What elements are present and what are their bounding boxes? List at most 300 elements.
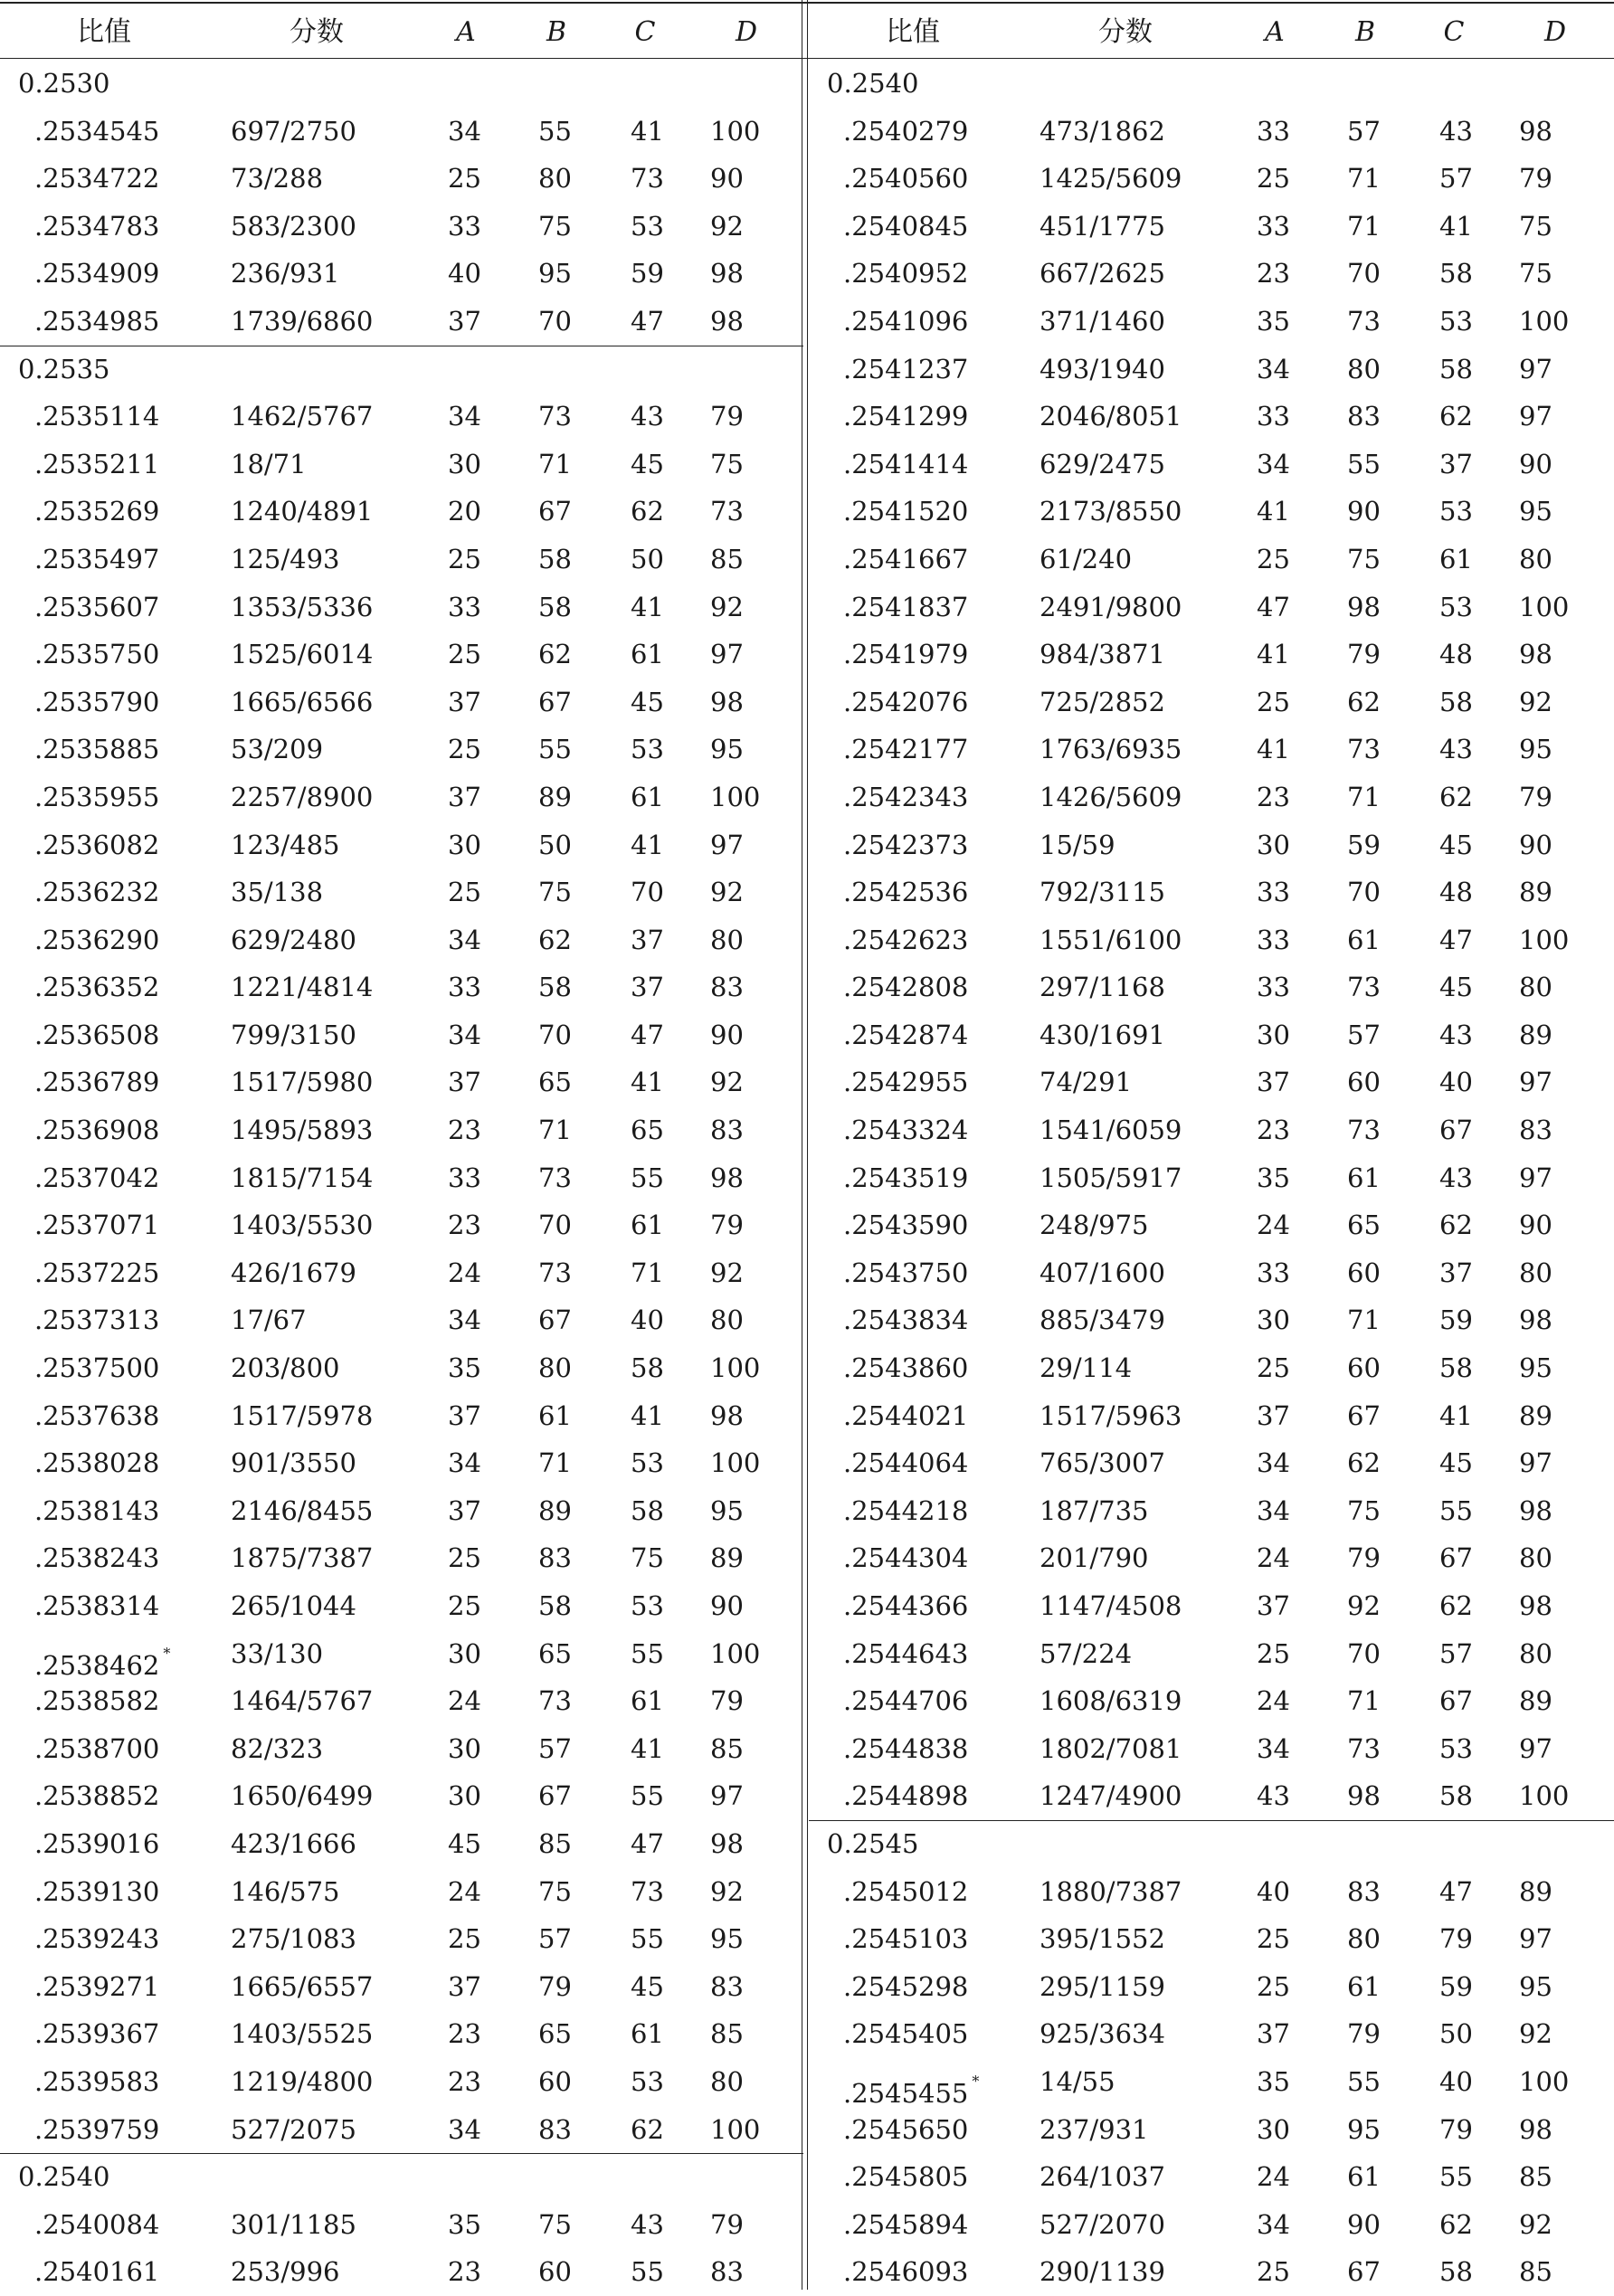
table-row xyxy=(0,536,803,583)
d-cell: 90 xyxy=(710,1019,744,1050)
table-row xyxy=(0,250,803,298)
group-label: 0.2540 xyxy=(827,68,919,99)
a-cell: 37 xyxy=(1257,1399,1290,1431)
fraction-cell: 35/138 xyxy=(231,877,324,908)
group-row xyxy=(0,2153,803,2201)
ratio-cell xyxy=(34,583,159,631)
a-cell: 25 xyxy=(1257,1923,1290,1955)
c-cell: 70 xyxy=(631,877,664,908)
fraction-cell: 1353/5336 xyxy=(231,591,374,622)
a-cell: 30 xyxy=(448,1637,481,1669)
a-cell: 33 xyxy=(1257,210,1290,242)
ratio-value: .2544898 xyxy=(843,1780,969,1812)
fraction-cell: 275/1083 xyxy=(231,1923,356,1955)
b-cell: 60 xyxy=(1347,1067,1381,1098)
ratio-cell xyxy=(34,1344,159,1392)
table-row xyxy=(0,1154,803,1202)
b-cell: 60 xyxy=(538,2065,572,2097)
c-cell: 50 xyxy=(631,543,664,574)
d-cell: 80 xyxy=(1519,1637,1552,1669)
a-cell: 37 xyxy=(448,305,481,337)
a-cell: 25 xyxy=(448,877,481,908)
ratio-value: .2535211 xyxy=(34,448,160,479)
c-cell: 53 xyxy=(1439,305,1473,337)
table-row xyxy=(809,108,1614,156)
c-cell: 53 xyxy=(631,210,664,242)
d-cell: 100 xyxy=(710,2113,761,2145)
ratio-cell xyxy=(843,298,968,346)
ratio-value: .2538243 xyxy=(34,1542,160,1574)
c-cell: 37 xyxy=(631,924,664,955)
b-cell: 55 xyxy=(1347,448,1381,479)
b-cell: 98 xyxy=(1347,1780,1381,1812)
d-cell: 85 xyxy=(1519,2256,1552,2288)
d-cell: 100 xyxy=(1519,924,1570,955)
table-row xyxy=(0,916,803,964)
c-cell: 58 xyxy=(1439,686,1473,717)
d-cell: 97 xyxy=(1519,353,1552,384)
b-cell: 58 xyxy=(538,1590,572,1621)
ratio-value: .2539367 xyxy=(34,2018,160,2050)
a-cell: 25 xyxy=(1257,1352,1290,1384)
a-cell: 35 xyxy=(448,1352,481,1384)
fraction-cell: 203/800 xyxy=(231,1352,340,1384)
d-cell: 85 xyxy=(710,543,744,574)
ratio-cell xyxy=(843,583,968,631)
c-cell: 55 xyxy=(631,1637,664,1669)
ratio-value: .2543324 xyxy=(843,1115,969,1146)
d-cell: 92 xyxy=(1519,2018,1552,2050)
ratio-value: .2534909 xyxy=(34,258,160,289)
b-cell: 70 xyxy=(538,1210,572,1241)
group-label: 0.2530 xyxy=(18,68,110,99)
table-row xyxy=(809,1296,1614,1344)
fraction-cell: 473/1862 xyxy=(1040,115,1165,147)
ratio-cell xyxy=(843,963,968,1011)
ratio-cell xyxy=(843,1011,968,1059)
ratio-cell xyxy=(843,916,968,964)
table-row xyxy=(809,1630,1614,1678)
ratio-cell xyxy=(34,393,159,441)
b-cell: 71 xyxy=(1347,1305,1381,1336)
c-cell: 50 xyxy=(1439,2018,1473,2050)
ratio-cell xyxy=(34,726,159,773)
ratio-cell xyxy=(843,1677,968,1725)
a-cell: 30 xyxy=(1257,1305,1290,1336)
b-cell: 70 xyxy=(1347,258,1381,289)
fraction-cell: 61/240 xyxy=(1040,543,1133,574)
d-cell: 79 xyxy=(1519,163,1552,194)
fraction-cell: 237/931 xyxy=(1040,2113,1149,2145)
ratio-value: .2536352 xyxy=(34,972,160,1003)
fraction-cell: 885/3479 xyxy=(1040,1305,1165,1336)
a-cell: 35 xyxy=(1257,305,1290,337)
c-cell: 58 xyxy=(1439,2256,1473,2288)
ratio-value: .2541237 xyxy=(843,353,969,384)
ratio-value: .2544366 xyxy=(843,1590,969,1621)
ratio-value: .2539243 xyxy=(34,1923,160,1955)
d-cell: 98 xyxy=(710,1162,744,1193)
b-cell: 83 xyxy=(1347,401,1381,432)
d-cell: 100 xyxy=(1519,591,1570,622)
c-cell: 55 xyxy=(1439,1494,1473,1526)
b-cell: 67 xyxy=(538,1305,572,1336)
ratio-value: .2544021 xyxy=(843,1399,969,1431)
fraction-cell: 1525/6014 xyxy=(231,639,374,670)
left-table-column xyxy=(0,0,803,2290)
d-cell: 85 xyxy=(710,1732,744,1764)
ratio-cell xyxy=(843,1154,968,1202)
d-cell: 83 xyxy=(710,2256,744,2288)
table-row xyxy=(809,678,1614,726)
fraction-cell: 33/130 xyxy=(231,1637,324,1669)
d-cell: 97 xyxy=(710,639,744,670)
c-cell: 62 xyxy=(1439,1210,1473,1241)
a-cell: 25 xyxy=(1257,543,1290,574)
fraction-cell: 1763/6935 xyxy=(1040,734,1182,765)
d-cell: 98 xyxy=(1519,1590,1552,1621)
d-cell: 92 xyxy=(710,591,744,622)
a-cell: 37 xyxy=(448,1494,481,1526)
a-cell: 33 xyxy=(448,591,481,622)
ratio-cell xyxy=(843,488,968,536)
ratio-value: .2537042 xyxy=(34,1162,160,1193)
d-cell: 89 xyxy=(1519,1399,1552,1431)
fraction-cell: 407/1600 xyxy=(1040,1257,1165,1288)
b-cell: 65 xyxy=(538,2018,572,2050)
fraction-cell: 301/1185 xyxy=(231,2208,356,2240)
c-cell: 67 xyxy=(1439,1542,1473,1574)
fraction-cell: 629/2475 xyxy=(1040,448,1165,479)
fraction-cell: 1240/4891 xyxy=(231,496,374,527)
ratio-value: .2543590 xyxy=(843,1210,969,1241)
fraction-cell: 264/1037 xyxy=(1040,2161,1165,2193)
d-cell: 95 xyxy=(1519,1352,1552,1384)
table-row xyxy=(0,108,803,156)
table-row xyxy=(809,441,1614,489)
table-row xyxy=(0,868,803,916)
ratio-value: .2545103 xyxy=(843,1923,969,1955)
d-cell: 97 xyxy=(1519,1162,1552,1193)
ratio-value: .2542874 xyxy=(843,1019,969,1050)
a-cell: 37 xyxy=(448,1970,481,2002)
d-cell: 95 xyxy=(710,1494,744,1526)
fraction-cell: 123/485 xyxy=(231,829,340,860)
ratio-value: .2535269 xyxy=(34,496,160,527)
ratio-value: .2536082 xyxy=(34,829,160,860)
c-cell: 67 xyxy=(1439,1685,1473,1717)
ratio-cell xyxy=(34,1963,159,2011)
ratio-value: .2539016 xyxy=(34,1827,160,1859)
c-cell: 58 xyxy=(1439,258,1473,289)
d-cell: 98 xyxy=(710,305,744,337)
c-cell: 62 xyxy=(1439,781,1473,812)
fraction-cell: 1802/7081 xyxy=(1040,1732,1182,1764)
ratio-cell xyxy=(843,1915,968,1963)
fraction-cell: 290/1139 xyxy=(1040,2256,1165,2288)
b-cell: 62 xyxy=(538,639,572,670)
d-cell: 100 xyxy=(710,1637,761,1669)
table-row xyxy=(0,1820,803,1868)
fraction-cell: 1608/6319 xyxy=(1040,1685,1182,1717)
table-row xyxy=(0,2248,803,2296)
fraction-cell: 146/575 xyxy=(231,1875,340,1907)
a-cell: 23 xyxy=(1257,258,1290,289)
ratio-cell xyxy=(34,2058,159,2106)
ratio-value: .2545805 xyxy=(843,2161,969,2193)
c-cell: 58 xyxy=(1439,353,1473,384)
c-cell: 61 xyxy=(631,2018,664,2050)
fraction-cell: 1403/5525 xyxy=(231,2018,374,2050)
d-cell: 73 xyxy=(710,496,744,527)
ratio-cell xyxy=(34,916,159,964)
d-cell: 92 xyxy=(710,210,744,242)
table-row xyxy=(809,1058,1614,1106)
ratio-value: .2536290 xyxy=(34,924,160,955)
b-cell: 65 xyxy=(1347,1210,1381,1241)
ratio-value: .2544706 xyxy=(843,1685,969,1717)
c-cell: 47 xyxy=(1439,924,1473,955)
table-row xyxy=(0,1011,803,1059)
b-cell: 73 xyxy=(1347,305,1381,337)
a-cell: 34 xyxy=(448,401,481,432)
a-cell: 23 xyxy=(448,1210,481,1241)
ratio-cell xyxy=(843,155,968,203)
fraction-cell: 2046/8051 xyxy=(1040,401,1182,432)
table-row xyxy=(0,1439,803,1487)
ratio-cell xyxy=(34,1772,159,1820)
b-cell: 57 xyxy=(1347,1019,1381,1050)
d-cell: 92 xyxy=(710,877,744,908)
table-row xyxy=(0,583,803,631)
c-cell: 43 xyxy=(631,2208,664,2240)
ratio-cell xyxy=(843,1868,968,1916)
a-cell: 41 xyxy=(1257,496,1290,527)
ratio-value: .2545298 xyxy=(843,1970,969,2002)
a-cell: 34 xyxy=(1257,353,1290,384)
ratio-cell xyxy=(34,1915,159,1963)
b-cell: 85 xyxy=(538,1827,572,1859)
ratio-cell xyxy=(34,298,159,346)
c-cell: 71 xyxy=(631,1257,664,1288)
a-cell: 25 xyxy=(1257,2256,1290,2288)
c-cell: 55 xyxy=(631,1923,664,1955)
group-row xyxy=(809,60,1614,108)
table-row xyxy=(0,821,803,869)
c-cell: 45 xyxy=(1439,972,1473,1003)
a-cell: 23 xyxy=(448,2018,481,2050)
ratio-value: .2534783 xyxy=(34,210,160,242)
fraction-cell: 430/1691 xyxy=(1040,1019,1165,1050)
c-cell: 43 xyxy=(631,401,664,432)
d-cell: 80 xyxy=(1519,1542,1552,1574)
d-cell: 97 xyxy=(710,1780,744,1812)
fraction-cell: 423/1666 xyxy=(231,1827,356,1859)
ratio-cell xyxy=(34,1820,159,1868)
a-cell: 35 xyxy=(448,2208,481,2240)
fraction-cell: 984/3871 xyxy=(1040,639,1165,670)
c-cell: 61 xyxy=(631,639,664,670)
ratio-cell xyxy=(843,2201,968,2249)
table-row xyxy=(0,2058,803,2106)
b-cell: 60 xyxy=(1347,1352,1381,1384)
b-cell: 79 xyxy=(538,1970,572,2002)
table-row xyxy=(0,2201,803,2249)
table-row xyxy=(0,1249,803,1297)
b-cell: 67 xyxy=(1347,2256,1381,2288)
ratio-value: .2535497 xyxy=(34,543,160,574)
c-cell: 41 xyxy=(631,591,664,622)
ratio-cell xyxy=(34,108,159,156)
table-row xyxy=(809,1154,1614,1202)
a-cell: 25 xyxy=(448,543,481,574)
a-cell: 24 xyxy=(448,1685,481,1717)
fraction-cell: 295/1159 xyxy=(1040,1970,1165,2002)
c-cell: 45 xyxy=(631,686,664,717)
a-cell: 34 xyxy=(448,2113,481,2145)
table-row xyxy=(809,1868,1614,1916)
d-cell: 95 xyxy=(1519,734,1552,765)
ratio-value: .2543834 xyxy=(843,1305,969,1336)
ratio-value: .2545650 xyxy=(843,2113,969,2145)
table-row xyxy=(809,1963,1614,2011)
table-row xyxy=(809,2058,1614,2109)
fraction-cell: 725/2852 xyxy=(1040,686,1165,717)
b-cell: 67 xyxy=(538,496,572,527)
c-cell: 41 xyxy=(631,1732,664,1764)
ratio-cell xyxy=(843,393,968,441)
ratio-value: .2543860 xyxy=(843,1352,969,1384)
fraction-cell: 1517/5963 xyxy=(1040,1399,1182,1431)
c-cell: 37 xyxy=(1439,448,1473,479)
table-row xyxy=(0,1677,803,1725)
group-row xyxy=(809,1820,1614,1868)
ratio-cell xyxy=(34,678,159,726)
c-cell: 48 xyxy=(1439,639,1473,670)
a-cell: 34 xyxy=(448,115,481,147)
a-cell: 25 xyxy=(1257,686,1290,717)
header-b: B xyxy=(546,16,567,48)
a-cell: 34 xyxy=(448,1305,481,1336)
b-cell: 61 xyxy=(1347,1970,1381,2002)
table-row xyxy=(809,1725,1614,1773)
table-row xyxy=(809,1487,1614,1535)
ratio-cell xyxy=(34,963,159,1011)
d-cell: 98 xyxy=(1519,115,1552,147)
fraction-cell: 82/323 xyxy=(231,1732,324,1764)
c-cell: 65 xyxy=(631,1115,664,1146)
ratio-cell xyxy=(843,1344,968,1392)
a-cell: 35 xyxy=(1257,2065,1290,2097)
table-row xyxy=(809,1772,1614,1820)
table-row xyxy=(809,821,1614,869)
d-cell: 98 xyxy=(1519,1305,1552,1336)
c-cell: 53 xyxy=(631,734,664,765)
header-d: D xyxy=(735,16,758,48)
d-cell: 83 xyxy=(710,1970,744,2002)
a-cell: 33 xyxy=(1257,924,1290,955)
d-cell: 79 xyxy=(710,2208,744,2240)
ratio-value: .2538462 xyxy=(34,1649,160,1681)
ratio-value: .2542373 xyxy=(843,829,969,860)
fraction-cell: 201/790 xyxy=(1040,1542,1149,1574)
ratio-cell xyxy=(843,1201,968,1249)
b-cell: 75 xyxy=(538,2208,572,2240)
b-cell: 83 xyxy=(538,2113,572,2145)
ratio-cell xyxy=(843,726,968,773)
a-cell: 34 xyxy=(1257,448,1290,479)
b-cell: 92 xyxy=(1347,1590,1381,1621)
b-cell: 71 xyxy=(538,1447,572,1479)
ratio-cell xyxy=(34,1725,159,1773)
fraction-cell: 125/493 xyxy=(231,543,340,574)
ratio-value: .2542536 xyxy=(843,877,969,908)
fraction-cell: 583/2300 xyxy=(231,210,356,242)
ratio-value: .2534722 xyxy=(34,163,160,194)
table-row xyxy=(809,1344,1614,1392)
ratio-value: .2535114 xyxy=(34,401,160,432)
b-cell: 71 xyxy=(1347,210,1381,242)
right-rows xyxy=(809,60,1614,2296)
ratio-cell xyxy=(843,1439,968,1487)
table-row xyxy=(809,726,1614,773)
d-cell: 90 xyxy=(1519,448,1552,479)
ratio-value: .2535750 xyxy=(34,639,160,670)
ratio-cell xyxy=(843,250,968,298)
ratio-value: .2537313 xyxy=(34,1305,160,1336)
ratio-value: .2540279 xyxy=(843,115,969,147)
ratio-value: .2546093 xyxy=(843,2256,969,2288)
a-cell: 30 xyxy=(448,448,481,479)
c-cell: 59 xyxy=(1439,1970,1473,2002)
fraction-cell: 901/3550 xyxy=(231,1447,356,1479)
ratio-value: .2545405 xyxy=(843,2018,969,2050)
ratio-cell xyxy=(34,773,159,821)
ratio-cell xyxy=(34,1677,159,1725)
table-row xyxy=(0,2010,803,2058)
b-cell: 61 xyxy=(1347,2161,1381,2193)
b-cell: 95 xyxy=(538,258,572,289)
ratio-cell xyxy=(34,488,159,536)
a-cell: 41 xyxy=(1257,639,1290,670)
a-cell: 23 xyxy=(1257,1115,1290,1146)
a-cell: 37 xyxy=(448,1399,481,1431)
table-row xyxy=(0,1630,803,1681)
right-table-column xyxy=(809,0,1614,2290)
fraction-cell: 925/3634 xyxy=(1040,2018,1165,2050)
b-cell: 75 xyxy=(538,210,572,242)
b-cell: 98 xyxy=(1347,591,1381,622)
d-cell: 92 xyxy=(1519,686,1552,717)
a-cell: 25 xyxy=(448,1542,481,1574)
ratio-cell xyxy=(843,2010,968,2058)
ratio-cell xyxy=(34,1201,159,1249)
a-cell: 35 xyxy=(1257,1162,1290,1193)
d-cell: 98 xyxy=(1519,1494,1552,1526)
d-cell: 90 xyxy=(710,163,744,194)
ratio-cell xyxy=(843,346,968,394)
a-cell: 33 xyxy=(1257,401,1290,432)
c-cell: 53 xyxy=(1439,1732,1473,1764)
b-cell: 65 xyxy=(538,1067,572,1098)
c-cell: 37 xyxy=(1439,1257,1473,1288)
d-cell: 98 xyxy=(1519,639,1552,670)
ratio-value: .2542808 xyxy=(843,972,969,1003)
fraction-cell: 426/1679 xyxy=(231,1257,356,1288)
d-cell: 79 xyxy=(710,401,744,432)
c-cell: 59 xyxy=(1439,1305,1473,1336)
b-cell: 65 xyxy=(538,1637,572,1669)
